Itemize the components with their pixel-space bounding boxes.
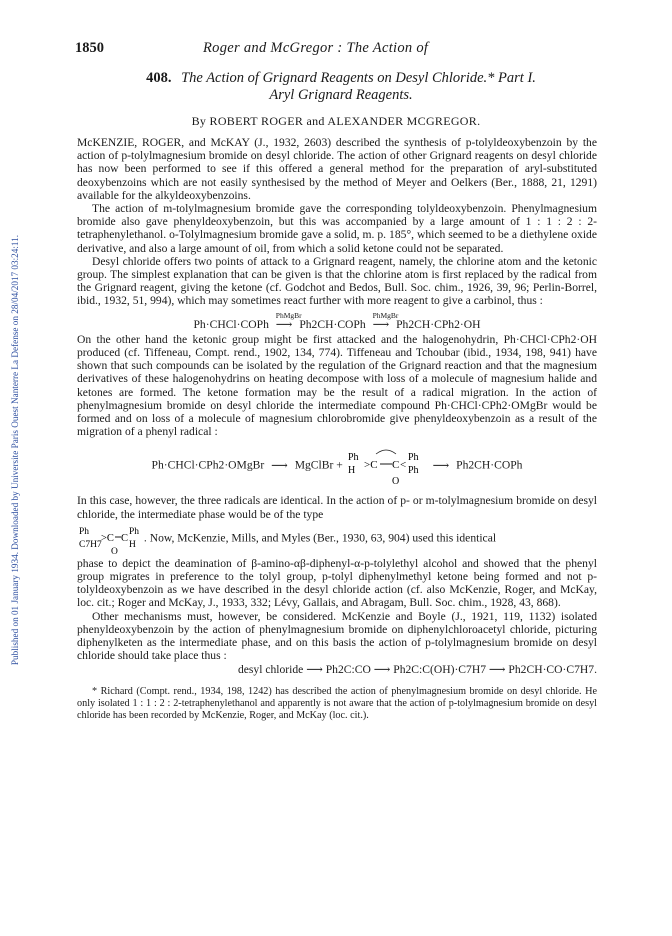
svg-text:H: H — [347, 465, 355, 477]
svg-text:O: O — [111, 546, 118, 555]
download-watermark — [8, 92, 22, 812]
eq1-intermediate: Ph2CH·COPh — [299, 317, 366, 331]
svg-text:H: H — [129, 539, 136, 550]
paragraph-4: On the other hand the ketonic group might be first attacked and the halogenohydrin, Ph·CHCl·CPh2·OH produced (cf. Tiffeneau, Compt. rend., 1902, 134, 774). Tiffeneau and Tchoubar (ibid., 1934, 198, 941) have shown that such compounds can be isolated by the regulation of the Grignard reaction and that the magnesium derivatives of these halogenohydrins on heating decompose with loss of a molecule of magnesium halide and ketones are formed. The ketone formation may be the result of a radical migration. In the action of phenylmagnesium bromide on desyl chloride the intermediate compound Ph·CHCl·CPh2·OMgBr would be formed and on loss of a molecule of magnesium chlorobromide give phenyldeoxybenzoin as a result of the migration of a phenyl radical : — [77, 332, 597, 439]
title-line-1: The Action of Grignard Reagents on Desyl Chloride.* Part I. — [181, 70, 536, 86]
svg-text:<: < — [399, 459, 406, 472]
paragraph-6: phase to depict the deamination of β-amino-αβ-diphenyl-α-p-tolylethyl alcohol and showed that the phenyl group migrates in preference to the tolyl group, p-tolyl diphenylmethyl ketone being formed and not p-tolyldeoxybenzoin as we have described in the desyl chloride action (cf. also McKenzie, Roger, and McKay, loc. cit.; Roger and McKay, J., 1933, 332; Lévy, Gallais, and Abragam, Bull. Soc. chim., 1928, 43, 868). — [77, 556, 597, 610]
page-number: 1850 — [75, 40, 104, 56]
eq1-reactant: Ph·CHCl·COPh — [193, 317, 269, 331]
svg-text:C7H7: C7H7 — [79, 539, 102, 550]
eq2-product: Ph2CH·COPh — [456, 459, 523, 473]
equation-1 — [77, 310, 597, 331]
eq2-arrow-2: ⟶ — [432, 459, 450, 473]
svg-text:O: O — [391, 476, 399, 487]
article-body — [77, 136, 597, 722]
equation-2 — [77, 446, 597, 486]
eq1-product: Ph2CH·CPh2·OH — [396, 317, 481, 331]
tolyl-intermediate-structure — [77, 523, 141, 555]
migration-structure — [346, 446, 426, 486]
svg-text:>C: >C — [101, 532, 114, 544]
eq1-arrow-label-1: PhMgBr — [275, 310, 302, 320]
svg-text:C: C — [121, 532, 129, 544]
svg-text:>C: >C — [363, 459, 378, 472]
paragraph-2: The action of m-tolylmagnesium bromide gave the corresponding tolyldeoxybenzoin. Phenylmagnesium bromide also gave phenyldeoxybenzoin, but this was accompanied by a large amount of 1 : 1 : 2 : 2-tetraphenylethanol. o-Tolylmagnesium bromide gave a solid, m. p. 185°, which seemed to be a diethylene oxide derivative, and also a large amount of oil, from which a solid ketone could not be separated. — [77, 202, 597, 255]
svg-text:Ph: Ph — [407, 465, 419, 477]
svg-text:C: C — [391, 459, 400, 472]
download-watermark-text: Published on 01 January 1934. Downloaded by Universite Paris Ouest Nanterre La Defense on 28/04/2017 03:24:11. — [10, 234, 20, 666]
paragraph-5b: . Now, McKenzie, Mills, and Myles (Ber., 1930, 63, 904) used this identical — [143, 531, 497, 545]
paragraph-5: In this case, however, the three radicals are identical. In the action of p- or m-tolylmagnesium bromide on desyl chloride, the intermediate phase would be of the type — [77, 494, 597, 521]
equation-3: desyl chloride ⟶ Ph2C:CO ⟶ Ph2C:C(OH)·C7H7 ⟶ Ph2CH·CO·C7H7. — [237, 662, 597, 676]
svg-text:Ph: Ph — [407, 452, 419, 464]
footnote: * Richard (Compt. rend., 1934, 198, 1242) has described the action of phenylmagnesium bromide on desyl chloride. He only isolated 1 : 1 : 2 : 2-tetraphenylethanol and apparently is not aware that the action of p-tolylmagnesium bromide on desyl chloride has been recorded by McKenzie, Roger, and McKay (loc. cit.). — [77, 685, 597, 721]
article-number: 408. — [146, 70, 172, 86]
eq1-arrow-1: PhMgBr ⟶ — [275, 310, 302, 331]
eq1-arrow-label-2: PhMgBr — [372, 310, 399, 320]
paragraph-3: Desyl chloride offers two points of attack to a Grignard reagent, namely, the chlorine atom and the ketonic group. The simplest explanation that can be given is that the chlorine atom is first replaced by the radical from the Grignard reagent, giving the ketone (cf. Godchot and Bedos, Bull. Soc. chim., 1926, 39, 96; Perlin-Borrel, ibid., 1932, 51, 994), which may sometimes react further with more reagent to give a carbinol, thus : — [77, 254, 597, 308]
running-title: Roger and McGregor : The Action of — [203, 40, 429, 56]
paragraph-7: Other mechanisms must, however, be considered. McKenzie and Boyle (J., 1921, 119, 1132) isolated phenyldeoxybenzoin by the action of phenylmagnesium bromide on diphenylchloroacetyl chloride, picturing diphenylketen as the intermediate phase, and on this basis the action of p-tolylmagnesium bromide on desyl chloride should take place thus : — [77, 609, 597, 663]
eq2-salt: MgClBr + — [294, 459, 343, 473]
eq2-reactant: Ph·CHCl·CPh2·OMgBr — [151, 459, 265, 473]
svg-text:Ph: Ph — [347, 452, 359, 464]
eq2-arrow-1: ⟶ — [271, 459, 288, 473]
authors: By ROBERT ROGER and ALEXANDER MCGREGOR. — [191, 114, 481, 128]
running-header — [75, 40, 597, 60]
svg-text:Ph: Ph — [79, 526, 90, 537]
svg-text:Ph: Ph — [129, 526, 140, 537]
paragraph-1: McKENZIE, ROGER, and McKAY (J., 1932, 2603) described the synthesis of p-tolyldeoxybenzoin by the action of p-tolylmagnesium bromide on desyl chloride. The action of other Grignard reagents on desyl chloride has now been performed to see if this offered a general method for the preparation of aryl-substituted deoxybenzoins which are not easily synthesised by the method of Meyer and Oelkers (Ber., 1888, 21, 1291) available for the alkyldeoxybenzoins. — [77, 136, 597, 202]
eq1-arrow-2: PhMgBr ⟶ — [372, 310, 399, 331]
paragraph-5-cont — [77, 523, 597, 555]
title-line-2: Aryl Grignard Reagents. — [269, 87, 413, 103]
article-title — [80, 70, 602, 104]
